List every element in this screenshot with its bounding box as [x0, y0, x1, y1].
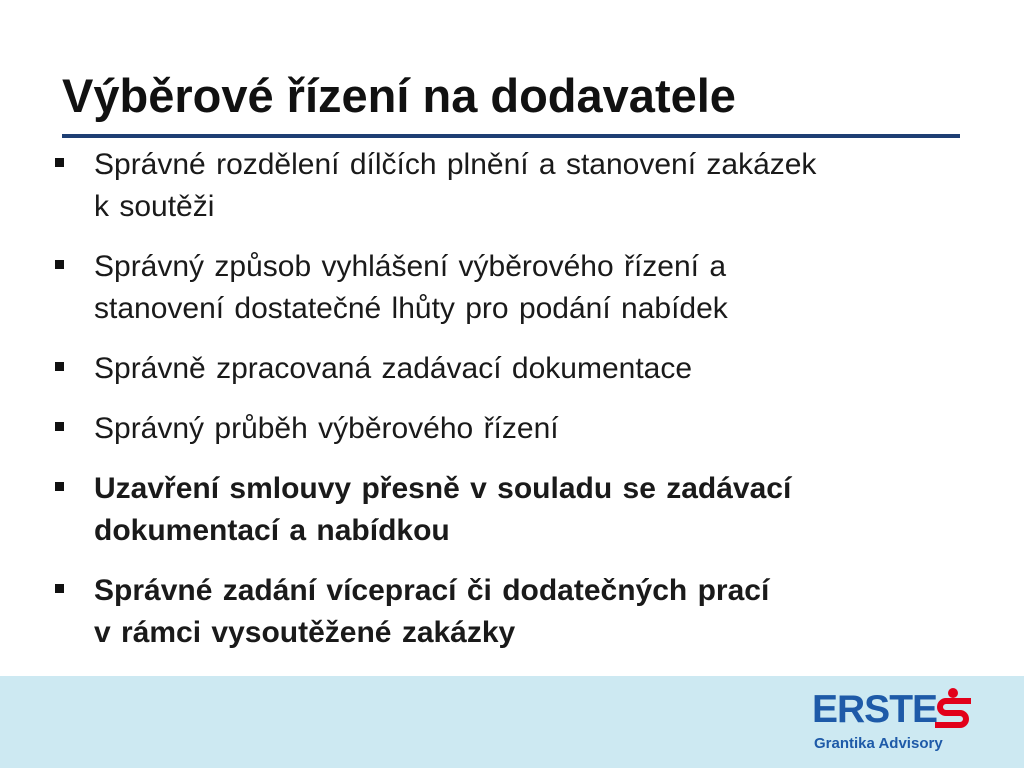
bullet-item [54, 144, 944, 228]
erste-s-symbol-icon [933, 688, 973, 732]
bullet-line: Správné zadání víceprací či dodatečných prací [94, 574, 770, 607]
logo-wordmark: ERSTE [812, 688, 938, 731]
logo-subtitle: Grantika Advisory [814, 735, 943, 752]
bullet-item [54, 570, 944, 654]
bullet-item [54, 408, 944, 450]
bullet-line: Uzavření smlouvy přesně v souladu se zadávací [94, 472, 792, 505]
square-bullet-icon [55, 260, 64, 269]
bullet-item [54, 348, 944, 390]
square-bullet-icon [55, 158, 64, 167]
bullet-line: Správný způsob vyhlášení výběrového řízení a [94, 250, 727, 283]
bullet-line: Správný průběh výběrového řízení [94, 412, 559, 445]
square-bullet-icon [55, 362, 64, 371]
slide-title: Výběrové řízení na dodavatele [62, 69, 736, 122]
bullet-line: dokumentací a nabídkou [94, 514, 450, 547]
bullet-line: Správně zpracovaná zadávací dokumentace [94, 352, 693, 385]
square-bullet-icon [55, 584, 64, 593]
erste-logo [812, 686, 982, 760]
bullet-line: stanovení dostatečné lhůty pro podání nabídek [94, 292, 728, 325]
square-bullet-icon [55, 482, 64, 491]
square-bullet-icon [55, 422, 64, 431]
bullet-item [54, 468, 944, 552]
title-underline [62, 134, 960, 138]
bullet-line: v rámci vysoutěžené zakázky [94, 616, 516, 649]
bullet-list [54, 144, 944, 672]
bullet-item [54, 246, 944, 330]
bullet-line: k soutěži [94, 190, 215, 223]
bullet-line: Správné rozdělení dílčích plnění a stanovení zakázek [94, 148, 817, 181]
